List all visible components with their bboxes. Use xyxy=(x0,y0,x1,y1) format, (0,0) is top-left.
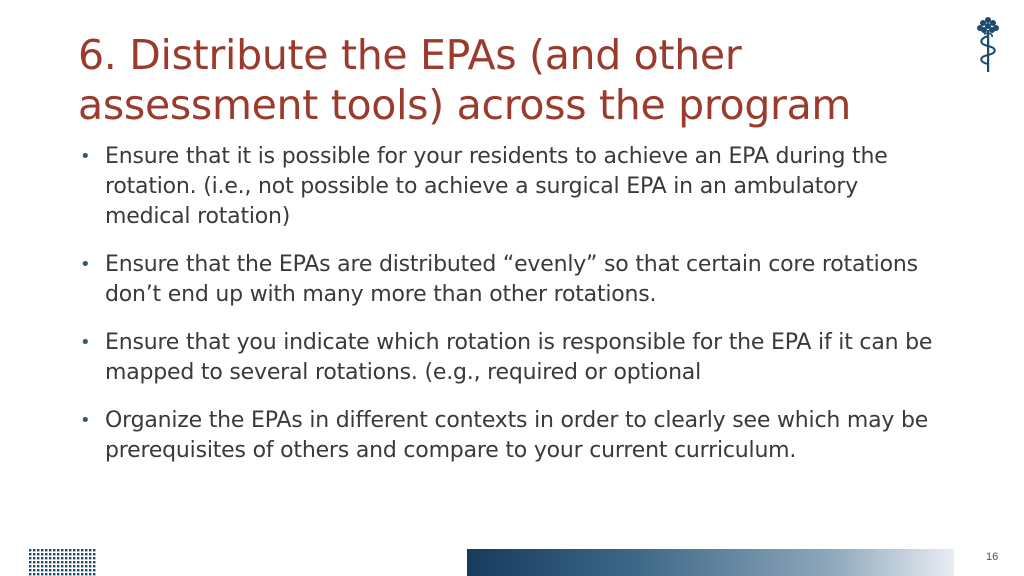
slide-title: 6. Distribute the EPAs (and other assessment tools) across the program xyxy=(78,31,852,129)
bullet-dot-icon: • xyxy=(80,332,91,353)
caduceus-tree-logo-icon xyxy=(975,16,1001,74)
bullet-text: Ensure that you indicate which rotation is responsible for the EPA if it can be mapped to several rotations. (e.g., required or optional xyxy=(105,330,933,385)
footer-gradient-bar xyxy=(467,549,954,576)
bullet-text: Organize the EPAs in different contexts in order to clearly see which may be prerequisites of others and compare to your current curriculum. xyxy=(105,408,929,463)
bullet-dot-icon: • xyxy=(80,146,91,167)
bullet-item xyxy=(78,142,938,232)
bullet-list xyxy=(78,142,938,484)
bullet-item xyxy=(78,406,938,466)
decorative-dot-grid xyxy=(28,548,96,576)
bullet-dot-icon: • xyxy=(80,410,91,431)
bullet-text: Ensure that the EPAs are distributed “evenly” so that certain core rotations don’t end up with many more than other rotations. xyxy=(105,252,918,307)
bullet-text: Ensure that it is possible for your residents to achieve an EPA during the rotation. (i.e., not possible to achieve a surgical EPA in an ambulatory medical rotation) xyxy=(105,144,888,229)
page-number: 16 xyxy=(986,551,999,563)
bullet-item xyxy=(78,250,938,310)
bullet-dot-icon: • xyxy=(80,254,91,275)
bullet-item xyxy=(78,328,938,388)
